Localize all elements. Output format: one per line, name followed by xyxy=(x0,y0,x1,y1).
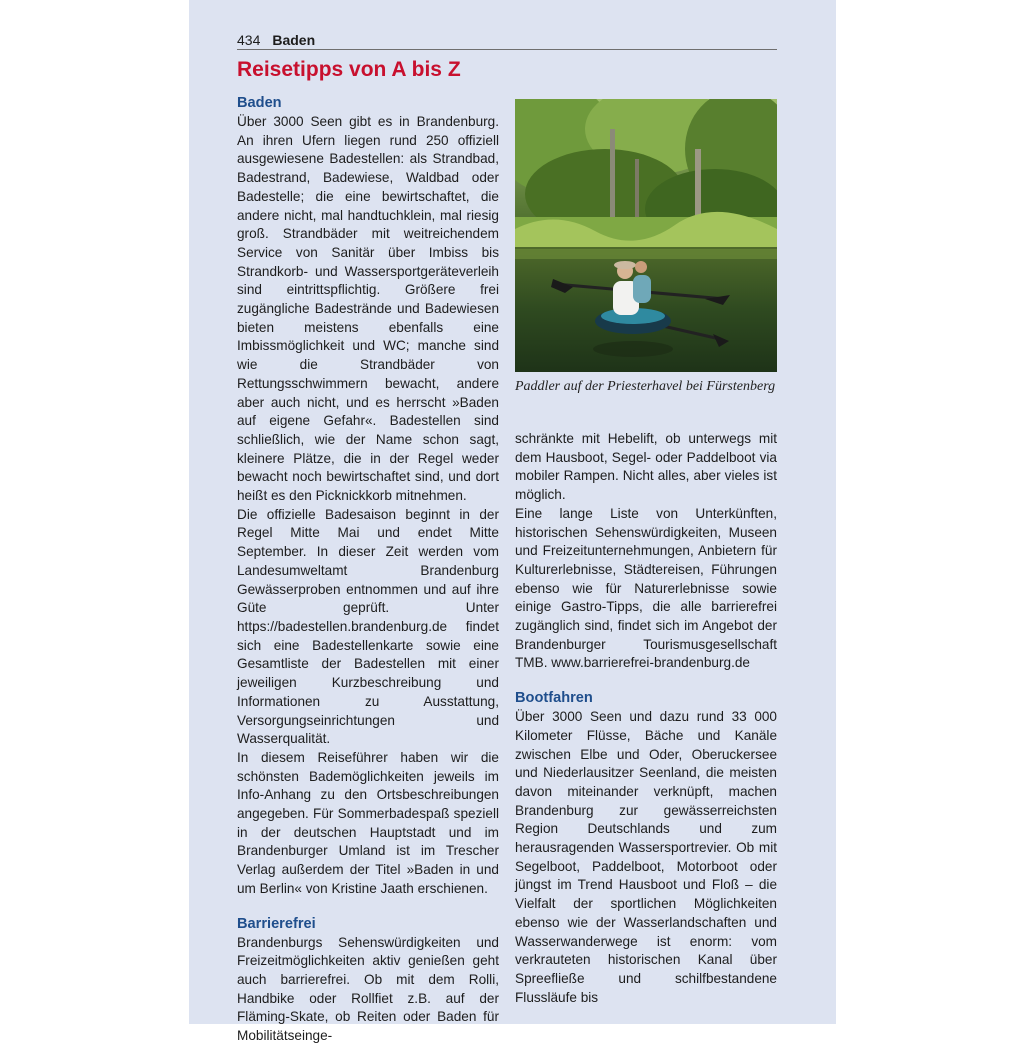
running-head xyxy=(237,31,777,50)
baden-paragraph-3: In diesem Reiseführer haben wir die schönsten Bademöglichkeiten jeweils im Info-Anhang zu den Ortsbeschreibungen angegeben. Für Sommerbadespaß speziell in der deutschen Hauptstadt und im Brandenburger Umland ist im Trescher Verlag außerdem der Titel »Baden in und um Berlin« von Kristine Jaath erschienen. xyxy=(237,749,499,896)
photo-caption: Paddler auf der Priesterhavel bei Fürstenberg xyxy=(515,379,776,394)
baden-paragraph-2: Die offizielle Badesaison beginnt in der Regel Mitte Mai und endet Mitte September. In dieser Zeit werden vom Landesumweltamt Brandenburg Gewässerproben entnommen und auf ihre Güte geprüft. Unter https://badestellen.brandenburg.de findet sich eine Badestellenkarte sowie eine Gesamtliste der Badestellen mit einer jeweiligen Kurzbeschreibung und Informationen zu Ausstattung, Versorgungseinrichtungen und Wasserqualität. xyxy=(237,506,499,747)
chapter-title: Reisetipps von A bis Z xyxy=(237,58,461,81)
barrierefrei-paragraph-1-end: schränkte mit Hebelift, ob unterwegs mit dem Hausboot, Segel- oder Paddelboot via mobiler Rampen. Nicht alles, aber vieles ist möglich. xyxy=(515,431,777,503)
running-head-section: Baden xyxy=(272,32,316,48)
section-heading-baden: Baden xyxy=(237,95,282,111)
page-number: 434 xyxy=(237,32,261,48)
section-heading-bootfahren: Bootfahren xyxy=(515,690,593,707)
section-heading-barrierefrei: Barrierefrei xyxy=(237,915,316,932)
baden-paragraph-1: Über 3000 Seen gibt es in Brandenburg. An ihren Ufern liegen rund 250 offiziell ausgewiesene Badestellen: als Strandbad, Badestrand, Badewiese, Waldbad oder Badestelle; die eine bewirtschaftet, die andere nicht, mal handtuchklein, mal riesig groß. Strandbäder mit weitreichendem Service von Sanitär über Imbiss bis Strandkorb- und Wassersportgeräteverleih sind eintrittspflichtig. Größere frei zugängliche Badestrände und Badewiesen bieten meistens ebenfalls eine Imbissmöglichkeit und WC; manche sind wie die Strandbäder von Rettungsschwimmern bewacht, andere aber auch nicht, und es herrscht »Baden auf eigene Gefahr«. Badestellen sind schließlich, wie der Name schon sagt, kleinere Plätze, die in der Regel weder bewacht noch bewirtschaftet sind, und dort heißt es den Picknickkorb mitnehmen. xyxy=(237,114,499,504)
kayak-photo xyxy=(515,99,777,372)
left-column xyxy=(237,94,499,1046)
barrierefrei-paragraph-2: Eine lange Liste von Unterkünften, historischen Sehenswürdigkeiten, Museen und Freizeitunternehmungen, Anbietern für Kulturerlebnisse, Städtereisen, Führungen ebenso wie für Naturerlebnisse sowie einige Gastro-Tipps, die alle barrierefrei zugänglich sind, findet sich im Angebot der Brandenburger Tourismusgesellschaft TMB. www.barrierefrei-brandenburg.de xyxy=(515,505,777,671)
book-page xyxy=(189,0,836,1044)
barrierefrei-paragraph-1-start: Brandenburgs Sehenswürdigkeiten und Freizeitmöglichkeiten aktiv genießen geht auch barrierefrei. Ob mit dem Rolli, Handbike oder Rollfiet z.B. auf der Fläming-Skate, ob Reiten oder Baden für Mobilitätseinge- xyxy=(237,934,499,1044)
kayak-illustration xyxy=(515,99,777,372)
bootfahren-paragraph-1: Über 3000 Seen und dazu rund 33 000 Kilometer Flüsse, Bäche und Kanäle zwischen Elbe und Oder, Oberuckersee und Niederlausitzer Seenland, die meisten davon miteinander verknüpft, machen Brandenburg zur gewässerreichsten Region Deutschlands und zum herausragenden Wassersportrevier. Ob mit Segelboot, Paddelboot, Motorboot oder jüngst im Trend Hausboot und Floß – die Vielfalt der sportlichen Möglichkeiten ebenso wie der Wasserlandschaften und Wasserwanderwege ist enorm: vom verkrauteten historischen Kanal über Spreefließe und schilfbestandene Flussläufe bis xyxy=(515,709,777,1005)
right-column xyxy=(515,430,777,1007)
